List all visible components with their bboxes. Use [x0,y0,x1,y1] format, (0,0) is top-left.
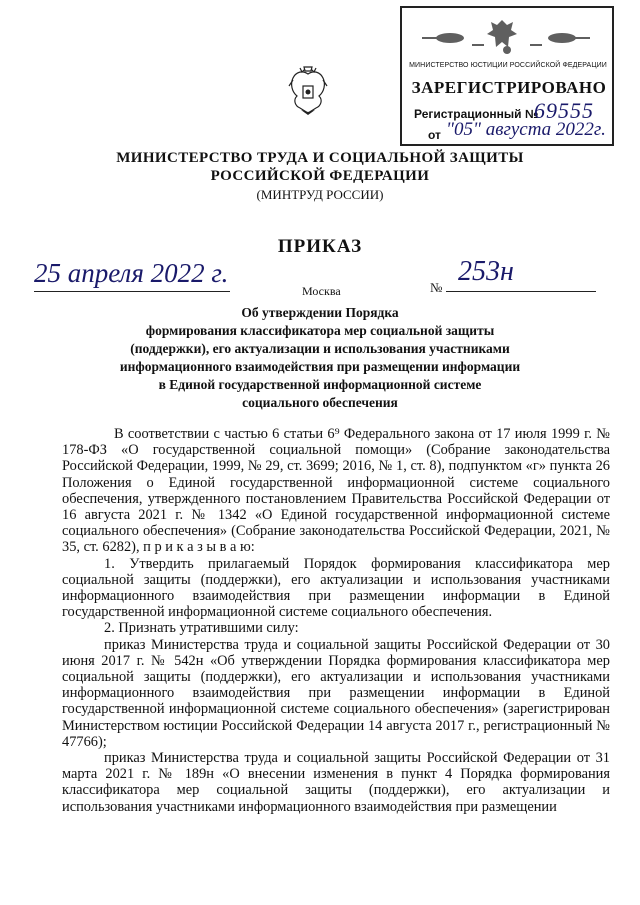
document-type: ПРИКАЗ [277,236,363,257]
ministry-name-line2: РОССИЙСКОЙ ФЕДЕРАЦИИ [210,168,430,184]
stamp-title: ЗАРЕГИСТРИРОВАНО [411,78,607,97]
ministry-short-name: (МИНТРУД РОССИИ) [256,187,384,202]
body-paragraph-repealed-542n: приказ Министерства труда и социальной защиты Российской Федерации от 30 июня 2017 г. № 542н «Об утверждении Порядка формирования классификатора мер социальной защиты (поддержки), его актуализации и использования участниками информационного взаимодействия при размещении информации в Единой государственной информационной системе социального обеспечения» (зарегистрирован Министерством юстиции Российской Федерации 14 августа 2017 г., регистрационный № 47766); [62,636,610,750]
registration-stamp [400,6,614,146]
subject-line: в Единой государственной информационной системе [158,377,482,392]
date-underline [34,291,230,292]
body-paragraph-item-1: 1. Утвердить прилагаемый Порядок формирования классификатора мер социальной защиты (поддержки), его актуализации и использования участниками информационного взаимодействия при размещении информации в Единой государственной информационной системе социального обеспечения. [62,555,610,621]
ministry-name-line1: МИНИСТЕРСТВО ТРУДА И СОЦИАЛЬНОЙ ЗАЩИТЫ [116,150,524,166]
coat-of-arms-icon [287,66,329,116]
subject-line: Об утверждении Порядка [241,305,399,320]
stamp-date: "05" августа 2022г. [446,119,606,140]
body-paragraph-repealed-189n: приказ Министерства труда и социальной защиты Российской Федерации от 31 марта 2021 г. № 189н «О внесении изменения в пункт 4 Порядка формирования классификатора мер социальной защиты (поддержки), его актуализации и использования участниками информационного взаимодействия при размещении [62,750,610,815]
stamp-organization: МИНИСТЕРСТВО ЮСТИЦИИ РОССИЙСКОЙ ФЕДЕРАЦИИ [409,62,607,69]
stamp-reg-label: Регистрационный № [414,107,539,121]
number-label: № [430,280,443,295]
subject-line: формирования классификатора мер социальной защиты [145,323,495,338]
stamp-reg-number: 69555 [534,98,594,123]
document-body [62,426,610,815]
body-paragraph-preamble: В соответствии с частью 6 статьи 6⁹ Федерального закона от 17 июля 1999 г. № 178-ФЗ «О государственной социальной помощи» (Собрание законодательства Российской Федерации, 1999, № 29, ст. 3699; 2016, № 1, ст. 8), подпунктом «г» пункта 26 Положения о Единой государственной информационной системе социального обеспечения, утвержденного постановлением Правительства Российской Федерации от 16 августа 2021 г. № 1342 «О Единой государственной информационной системе социального обеспечения» (Собрание законодательства Российской Федерации, 2021, № 35, ст. 6282), п р и к а з ы в а ю: [62,426,610,556]
body-paragraph-item-2: 2. Признать утратившими силу: [104,620,299,637]
handwritten-date: 25 апреля 2022 г. [34,258,229,288]
stamp-date-label: от [428,128,441,142]
subject-line: социального обеспечения [242,395,398,410]
handwritten-number: 253н [458,256,514,287]
subject-line: информационного взаимодействия при размещении информации [119,359,521,374]
stamp-emblem-icon [402,8,612,66]
number-underline [446,291,596,292]
city: Москва [302,284,341,298]
subject-line: (поддержки), его актуализации и использования участниками [130,341,510,356]
